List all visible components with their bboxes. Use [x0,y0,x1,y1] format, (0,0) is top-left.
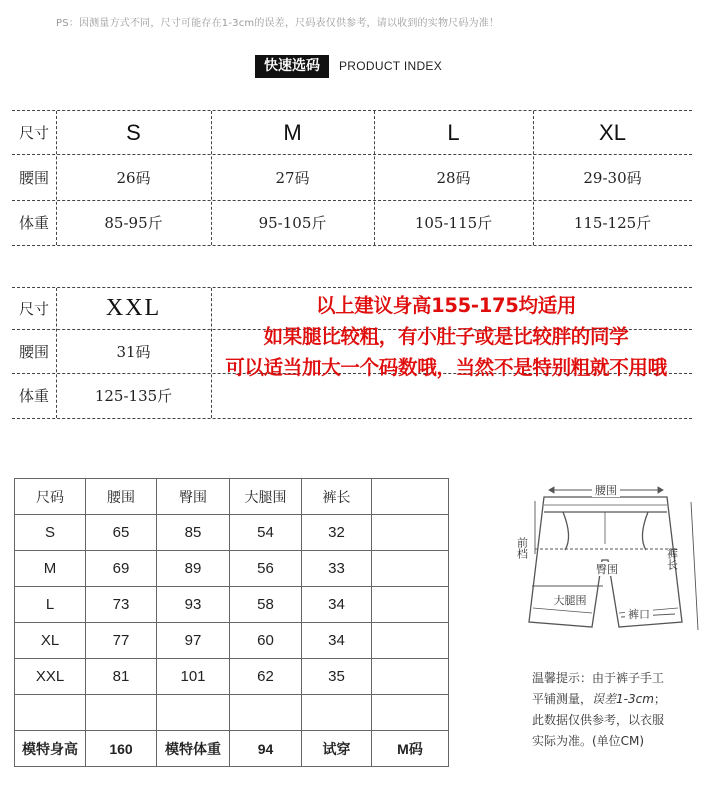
weight-s: 85-95斤 [104,214,163,232]
table-row [15,515,449,551]
table-cell [302,695,372,731]
tip-line: 实际为准。(单位CM) [532,734,645,748]
table-cell: 60 [230,623,302,659]
tip-line: 温馨提示：由于裤子手工 [532,671,665,685]
divider [56,111,57,245]
advice-line: 如果腿比较粗，有小肚子或是比较胖的同学 [263,325,629,348]
section-title [255,54,442,78]
table-cell: 69 [86,551,157,587]
table-cell: S [15,515,86,551]
weight-m: 95-105斤 [258,214,327,232]
model-weight-label: 模特体重 [157,731,230,767]
table-cell [372,695,449,731]
waist-xxl: 31码 [116,342,151,361]
table-cell: 93 [157,587,230,623]
table-cell [86,695,157,731]
table-cell [15,695,86,731]
table-cell [372,623,449,659]
waist-l: 28码 [436,168,471,187]
size-advice-note [206,290,686,383]
tip-text: 平铺测量， [532,692,593,706]
size-s: S [126,119,141,145]
table-row [15,623,449,659]
header-empty [372,479,449,515]
table-cell: 34 [302,587,372,623]
label-waist: 腰围 [595,484,617,497]
section-title-cn: 快速选码 [255,55,329,78]
tried-size-value: M码 [372,731,449,767]
row-label-waist: 腰围 [18,168,49,187]
table-cell: 54 [230,515,302,551]
size-m: M [283,119,302,145]
table-cell: 101 [157,659,230,695]
table-cell: 73 [86,587,157,623]
waist-xl: 29-30码 [583,168,642,187]
advice-line: 以上建议身高155-175均适用 [315,294,577,317]
waist-s: 26码 [116,168,151,187]
table-cell: 89 [157,551,230,587]
table-cell [230,695,302,731]
measurement-notice: PS：因测量方式不同，尺寸可能存在1-3cm的误差，尺码表仅供参考，请以收到的实物尺码为准！ [56,18,500,29]
model-weight-value: 94 [230,731,302,767]
model-height-value: 160 [86,731,157,767]
size-xxl: XXL [105,295,162,321]
label-front-rise: 前档 [515,537,529,559]
table-cell: 58 [230,587,302,623]
header-thigh: 大腿围 [230,479,302,515]
size-xl: XL [599,119,626,145]
table-row [15,551,449,587]
table-cell [157,695,230,731]
divider [374,111,375,245]
table-cell [372,587,449,623]
row-label-size: 尺寸 [18,124,49,142]
table-row [15,587,449,623]
header-waist: 腰围 [86,479,157,515]
tip-line: 此数据仅供参考，以衣服 [532,713,665,727]
label-hem: 裤口 [628,608,650,621]
table-cell [372,659,449,695]
section-title-en: PRODUCT INDEX [339,59,443,73]
weight-xxl: 125-135斤 [94,387,173,405]
model-info-row [15,731,449,767]
table-header-row [15,479,449,515]
measurement-table [14,478,449,767]
divider [56,288,57,418]
table-row [15,695,449,731]
table-cell: 34 [302,623,372,659]
header-size: 尺码 [15,479,86,515]
table-cell: 97 [157,623,230,659]
header-length: 裤长 [302,479,372,515]
table-row [15,659,449,695]
table-cell [372,515,449,551]
table-cell: 77 [86,623,157,659]
shorts-measurement-diagram [515,482,702,652]
weight-l: 105-115斤 [414,214,493,232]
table-cell: 56 [230,551,302,587]
waist-m: 27码 [275,168,310,187]
row-label-weight: 体重 [18,214,49,232]
table-cell: M [15,551,86,587]
label-length: 裤长 [665,548,679,570]
table-row [12,111,692,155]
size-l: L [447,119,460,145]
header-hip: 臀围 [157,479,230,515]
measurement-tip [532,668,702,752]
table-row [12,200,692,246]
row-label-size: 尺寸 [18,300,49,318]
tip-error-range: 误差1-3cm [592,692,654,706]
table-cell: 62 [230,659,302,695]
weight-xl: 115-125斤 [573,214,652,232]
table-row [12,154,692,201]
model-height-label: 模特身高 [15,731,86,767]
table-cell: 81 [86,659,157,695]
table-cell: XXL [15,659,86,695]
table-cell: 32 [302,515,372,551]
divider [211,111,212,245]
divider [533,111,534,245]
table-cell: 35 [302,659,372,695]
table-cell: XL [15,623,86,659]
row-label-waist: 腰围 [18,342,49,361]
table-cell: 65 [86,515,157,551]
table-cell: L [15,587,86,623]
advice-line: 可以适当加大一个码数哦，当然不是特别粗就不用哦 [225,356,667,379]
row-label-weight: 体重 [18,387,49,405]
label-hip: 臀围 [596,563,618,576]
tip-line [532,689,702,710]
label-thigh: 大腿围 [553,594,587,607]
table-cell: 33 [302,551,372,587]
table-cell: 85 [157,515,230,551]
table-cell [372,551,449,587]
tip-text: ； [653,692,666,706]
size-table-1 [12,110,692,245]
tried-size-label: 试穿 [302,731,372,767]
